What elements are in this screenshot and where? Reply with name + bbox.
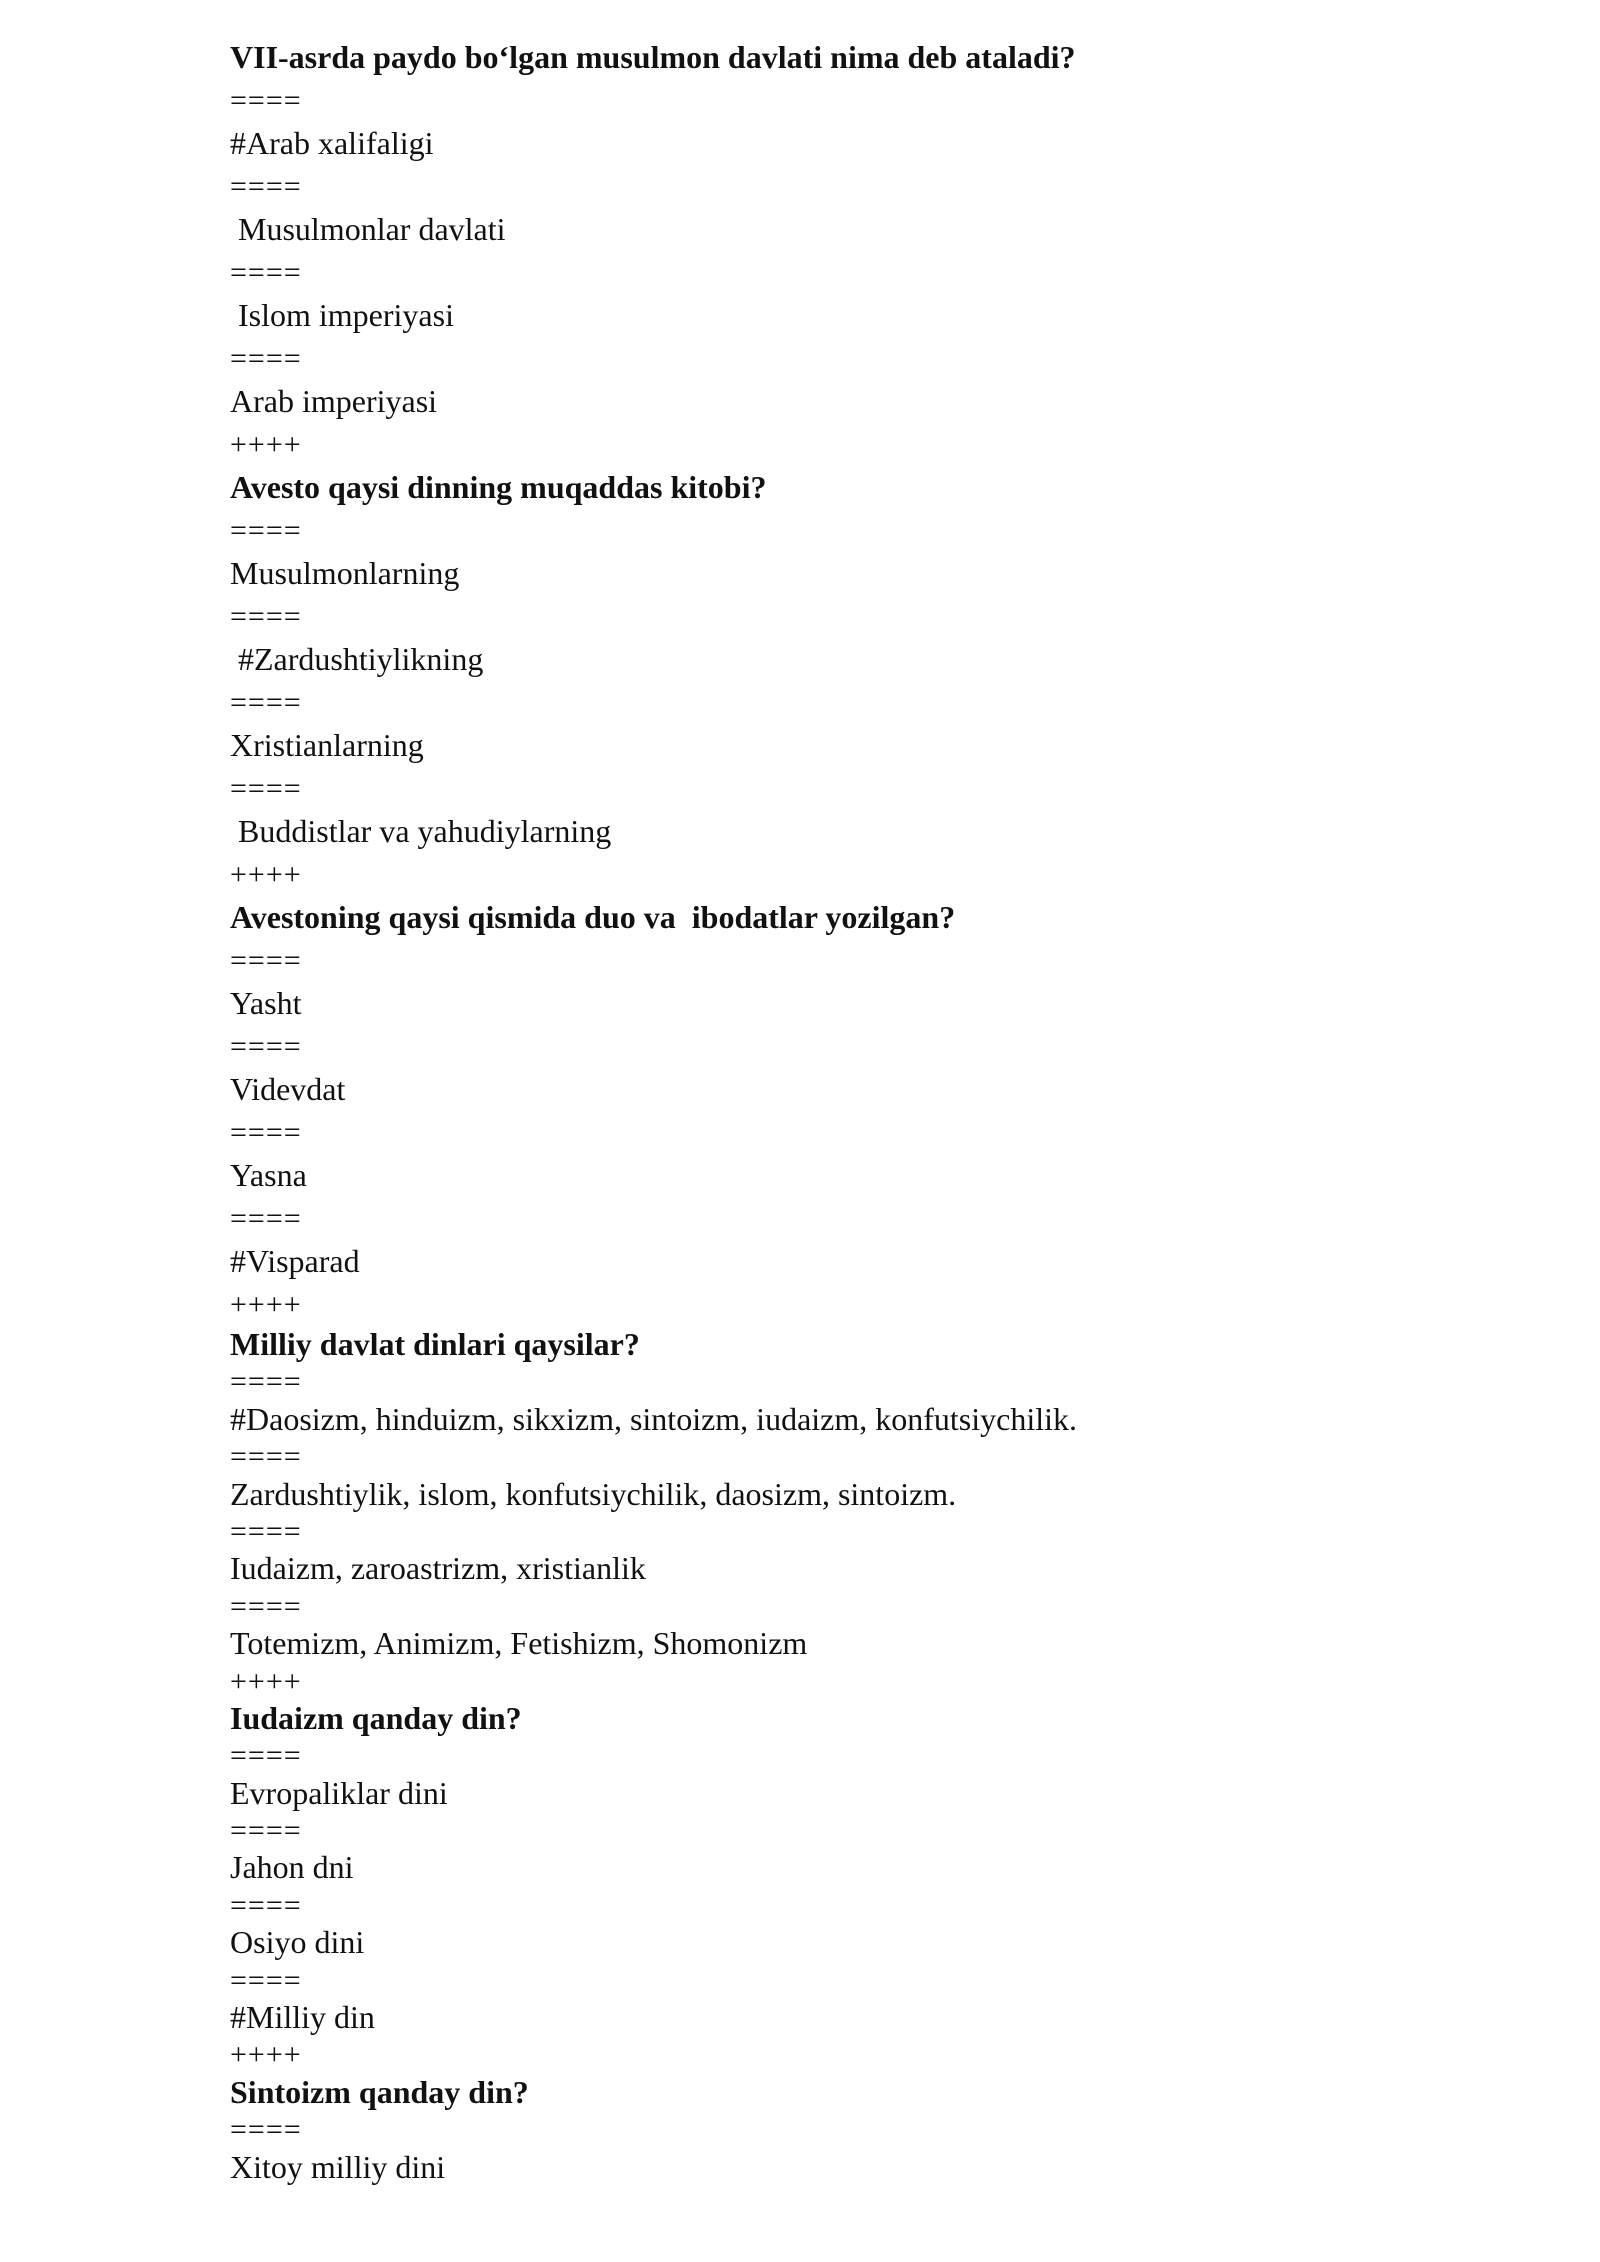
question-block [230,1326,1530,1700]
separator: ==== [230,1365,302,1399]
separator: ==== [230,1888,302,1922]
question-block [230,896,1530,1326]
answer-option: Jahon dni [230,1849,354,1886]
answer-option: Evropaliklar dini [230,1774,448,1811]
answer-option: Videvdat [230,1071,346,1107]
separator: ==== [230,2113,302,2147]
separator: ==== [230,1739,302,1773]
lower-section [230,1326,1530,2186]
separator: ==== [230,256,302,289]
separator: ==== [230,686,302,719]
separator: ==== [230,1030,302,1063]
question-text: Iudaizm qanday din? [230,1699,522,1736]
answer-option: #Arab xalifaligi [230,125,434,161]
question-text: Milliy davlat dinlari qaysilar? [230,1326,640,1362]
separator: ==== [230,514,302,547]
separator: ==== [230,1440,302,1474]
answer-option: #Daosizm, hinduizm, sikxizm, sintoizm, iudaizm, konfutsiychilik. [230,1400,1078,1437]
separator: ==== [230,944,302,977]
answer-option: Buddistlar va yahudiylarning [230,813,612,849]
separator: ==== [230,600,302,633]
answer-option: Xitoy milliy dini [230,2148,446,2185]
answer-option: Yasht [230,985,302,1021]
answer-option: Xristianlarning [230,727,424,763]
question-block [230,36,1530,466]
answer-option: Musulmonlar davlati [230,211,506,247]
separator: ==== [230,84,302,117]
end-marker: ++++ [230,1288,302,1321]
answer-option: Zardushtiylik, islom, konfutsiychilik, daosizm, sintoizm. [230,1475,957,1512]
separator: ==== [230,1116,302,1149]
question-text: Sintoizm qanday din? [230,2073,529,2110]
separator: ==== [230,1514,302,1548]
question-block [230,2074,1530,2186]
end-marker: ++++ [230,2038,302,2072]
answer-option: Islom imperiyasi [230,297,454,333]
answer-option: Yasna [230,1157,307,1193]
end-marker: ++++ [230,1664,302,1698]
answer-option: #Milliy din [230,1999,375,2036]
separator: ==== [230,342,302,375]
separator: ==== [230,170,302,203]
separator: ==== [230,1814,302,1848]
question-block [230,466,1530,896]
answer-option: Iudaizm, zaroastrizm, xristianlik [230,1550,646,1587]
separator: ==== [230,1589,302,1623]
answer-option: #Visparad [230,1243,360,1279]
answer-option: Osiyo dini [230,1924,365,1961]
question-block [230,1700,1530,2074]
answer-option: #Zardushtiylikning [230,641,484,677]
answer-option: Totemizm, Animizm, Fetishizm, Shomonizm [230,1625,808,1662]
question-text: Avestoning qaysi qismida duo va ibodatlar yozilgan? [230,899,956,935]
end-marker: ++++ [230,858,302,891]
answer-option: Arab imperiyasi [230,383,438,419]
end-marker: ++++ [230,428,302,461]
separator: ==== [230,1202,302,1235]
document-page [230,36,1530,2186]
question-text: VII-asrda paydo bo‘lgan musulmon davlati nima deb ataladi? [230,39,1076,75]
question-text: Avesto qaysi dinning muqaddas kitobi? [230,469,767,505]
answer-option: Musulmonlarning [230,555,460,591]
separator: ==== [230,772,302,805]
separator: ==== [230,1963,302,1997]
